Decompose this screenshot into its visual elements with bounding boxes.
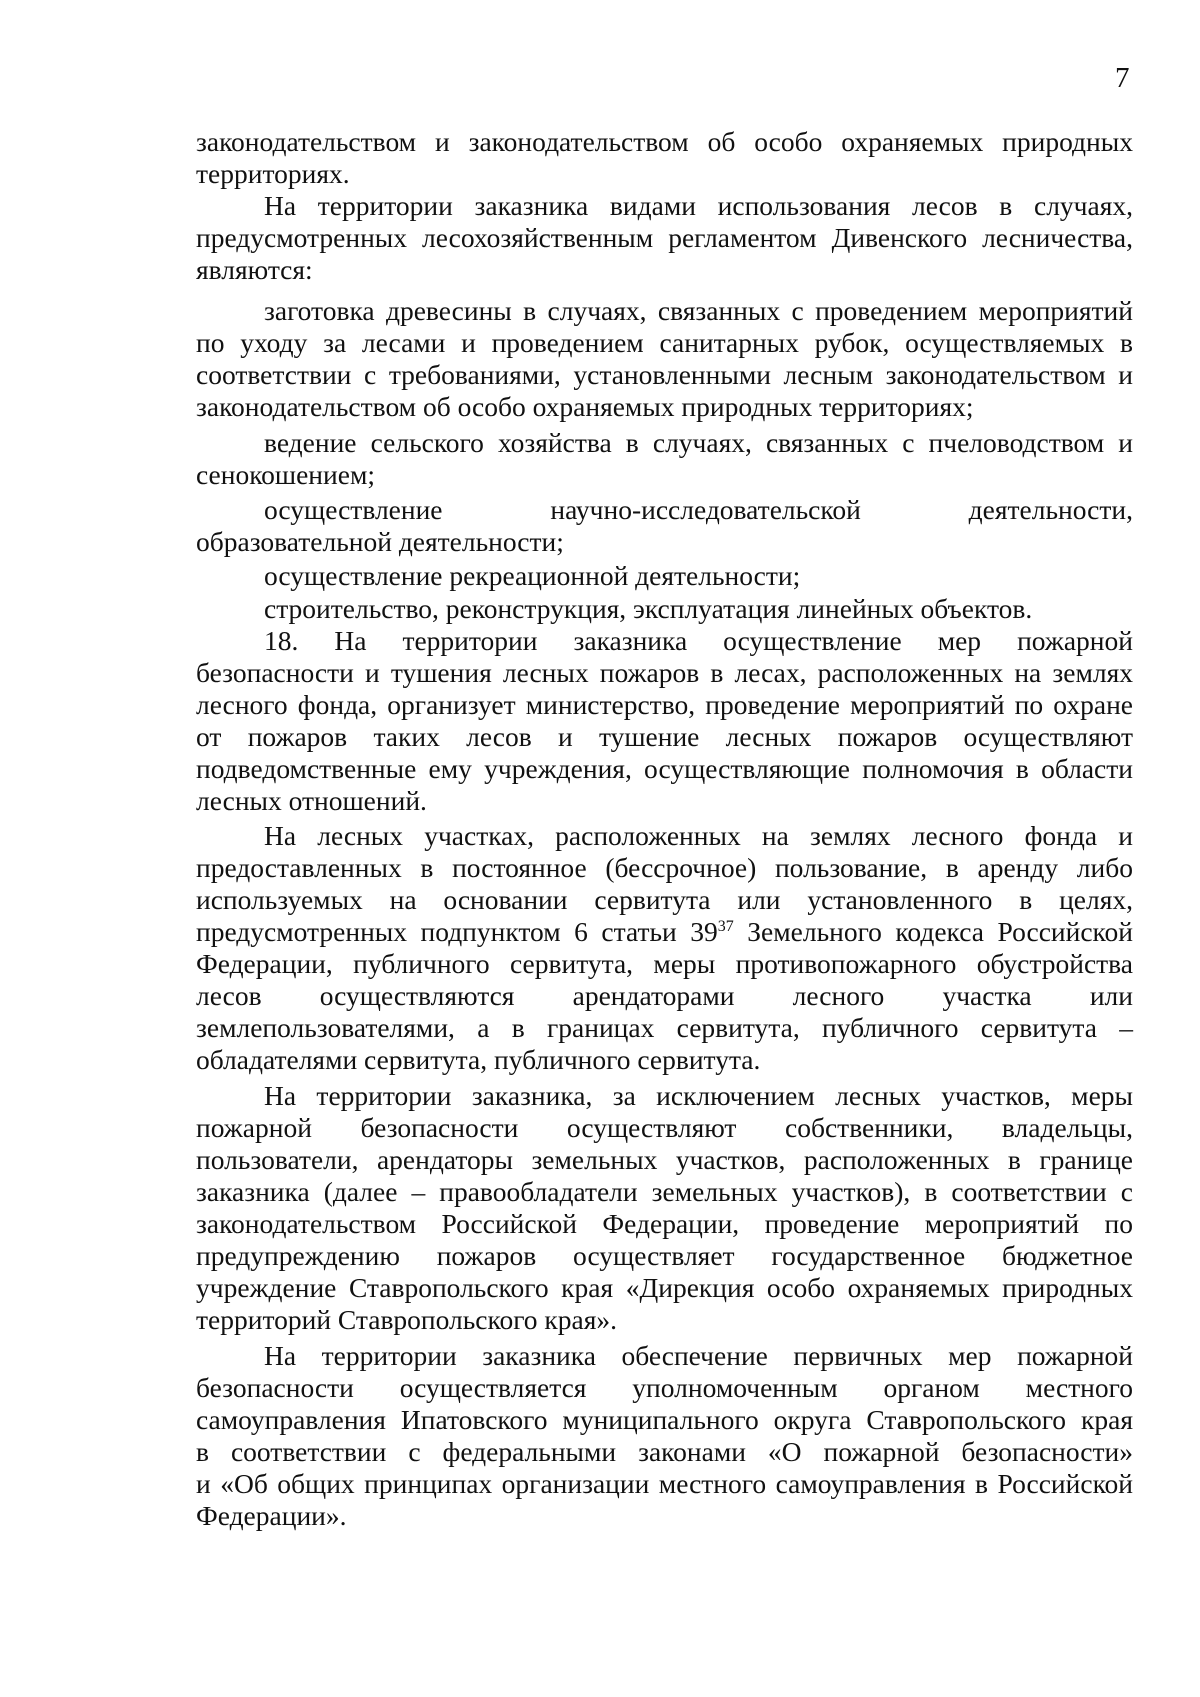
text-line: законодательством Российской Федерации, проведение мероприятий по	[196, 1208, 1133, 1239]
text-line: подведомственные ему учреждения, осуществляющие полномочия в области	[196, 753, 1133, 784]
text-line: безопасности осуществляется уполномоченным органом местного	[196, 1372, 1133, 1403]
text-line: Федерации».	[196, 1500, 347, 1531]
text-line: используемых на основании сервитута или установленного в целях,	[196, 884, 1133, 915]
text-line: являются:	[196, 254, 313, 285]
text-line: строительство, реконструкция, эксплуатация линейных объектов.	[264, 593, 1033, 624]
text-line: лесного фонда, организует министерство, проведение мероприятий по охране	[196, 689, 1133, 720]
text-line: учреждение Ставропольского края «Дирекция особо охраняемых природных	[196, 1272, 1133, 1303]
text-line: и «Об общих принципах организации местного самоуправления в Российской	[196, 1468, 1133, 1499]
text-line: в соответствии с федеральными законами «О пожарной безопасности»	[196, 1436, 1133, 1467]
text-line: ведение сельского хозяйства в случаях, связанных с пчеловодством и	[264, 427, 1133, 458]
text-line: предусмотренных лесохозяйственным регламентом Дивенского лесничества,	[196, 222, 1133, 253]
text-line: соответствии с требованиями, установленными лесным законодательством и	[196, 359, 1133, 390]
page-number: 7	[1115, 62, 1130, 94]
text-line: осуществление научно-исследовательской деятельности,	[264, 494, 1133, 525]
superscript: 37	[717, 918, 734, 935]
text-line: самоуправления Ипатовского муниципального округа Ставропольского края	[196, 1404, 1133, 1435]
text-line: пользователи, арендаторы земельных участков, расположенных в границе	[196, 1144, 1133, 1175]
text-line: предупреждению пожаров осуществляет государственное бюджетное	[196, 1240, 1133, 1271]
text-line-with-superscript	[196, 916, 1133, 948]
text-line: На территории заказника, за исключением лесных участков, меры	[264, 1080, 1133, 1111]
text-line: На территории заказника обеспечение первичных мер пожарной	[264, 1340, 1133, 1371]
text-line: законодательством об особо охраняемых природных территориях;	[196, 391, 974, 422]
text-line: Федерации, публичного сервитута, меры противопожарного обустройства	[196, 948, 1133, 979]
text-line: территорий Ставропольского края».	[196, 1304, 618, 1335]
text-line: На лесных участках, расположенных на землях лесного фонда и	[264, 820, 1133, 851]
text-line: лесных отношений.	[196, 785, 427, 816]
text-line: по уходу за лесами и проведением санитарных рубок, осуществляемых в	[196, 327, 1133, 358]
text-fragment: предусмотренных подпунктом 6 статьи 39	[196, 916, 718, 947]
text-line: сенокошением;	[196, 459, 375, 490]
text-line: обладателями сервитута, публичного сервитута.	[196, 1044, 761, 1075]
text-line: предоставленных в постоянное (бессрочное) пользование, в аренду либо	[196, 852, 1133, 883]
text-line: заказника (далее – правообладатели земельных участков), в соответствии с	[196, 1176, 1133, 1207]
text-line: пожарной безопасности осуществляют собственники, владельцы,	[196, 1112, 1133, 1143]
text-line: от пожаров таких лесов и тушение лесных пожаров осуществляют	[196, 721, 1133, 752]
text-line: территориях.	[196, 158, 350, 189]
text-line: лесов осуществляются арендаторами лесного участка или	[196, 980, 1133, 1011]
text-line: землепользователями, а в границах сервитута, публичного сервитута –	[196, 1012, 1133, 1043]
text-line: 18. На территории заказника осуществление мер пожарной	[264, 625, 1133, 656]
text-line: заготовка древесины в случаях, связанных с проведением мероприятий	[264, 295, 1133, 326]
text-line: законодательством и законодательством об особо охраняемых природных	[196, 126, 1133, 157]
text-line: образовательной деятельности;	[196, 526, 564, 557]
text-line: На территории заказника видами использования лесов в случаях,	[264, 190, 1133, 221]
text-fragment: Земельного кодекса Российской	[733, 916, 1133, 947]
text-line: безопасности и тушения лесных пожаров в лесах, расположенных на землях	[196, 657, 1133, 688]
text-line: осуществление рекреационной деятельности;	[264, 560, 801, 591]
